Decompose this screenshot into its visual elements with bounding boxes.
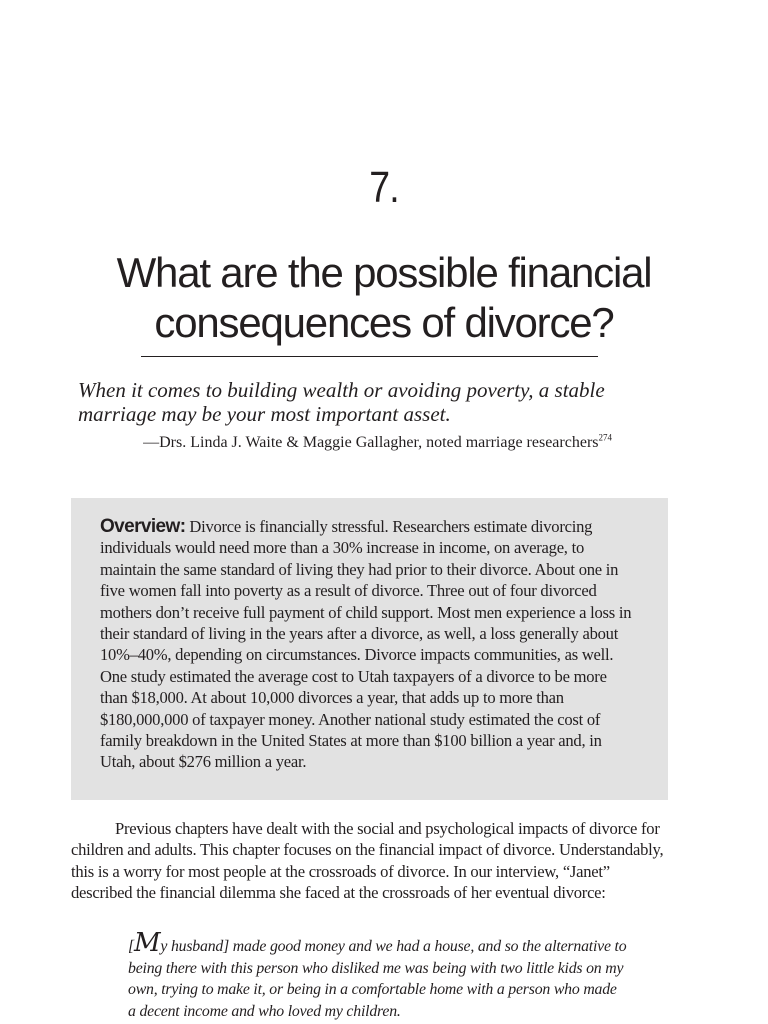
epigraph-quote: When it comes to building wealth or avoiding poverty, a stable marriage may be your most important asset.: [78, 378, 605, 426]
body-paragraph: Previous chapters have dealt with the social and psychological impacts of divorce for children and adults. This chapter focuses on the financial impact of divorce. Understandably, this is a worry for most people at the crossroads of divorce. In our interview, “Janet” described the financial dilemma she faced at the crossroads of her eventual divorce:: [71, 819, 664, 903]
overview-box: [71, 498, 668, 800]
blockquote-dropcap: M: [133, 928, 161, 958]
epigraph-attribution: [78, 432, 688, 453]
blockquote-text: y husband] made good money and we had a house, and so the alternative to being there with this person who disliked me was being with two little kids on my own, trying to make it, or being in a comfortable home with a person who made a decent income and who loved my children.: [128, 938, 627, 1020]
overview-paragraph: [100, 516, 638, 773]
chapter-number: 7.: [369, 163, 399, 212]
title-rule: [141, 356, 598, 357]
blockquote-open-bracket: [: [128, 938, 134, 955]
overview-label: Overview:: [100, 516, 186, 537]
epigraph-attribution-text: —Drs. Linda J. Waite & Maggie Gallagher, noted marriage researchers: [143, 434, 599, 451]
interview-blockquote: [128, 928, 628, 1022]
epigraph: [78, 378, 688, 453]
chapter-title: What are the possible financial consequences of divorce?: [116, 249, 652, 346]
overview-text: Divorce is financially stressful. Researchers estimate divorcing individuals would need more than a 30% increase in income, on average, to maintain the same standard of living they had prior to their divorce. About one in five women fall into poverty as a result of divorce. Three out of four divorced mothers don’t receive full payment of child support. Most men experience a loss in their standard of living in the years after a divorce, as well, a loss generally about 10%–40%, depending on circumstances. Divorce impacts communities, as well. One study estimated the average cost to Utah taxpayers of a divorce to be more than $18,000. At about 10,000 divorces a year, that adds up to more than $180,000,000 of taxpayer money. Another national study estimated the cost of family breakdown in the United States at more than $100 billion a year and, in Utah, about $276 million a year.: [100, 517, 632, 772]
footnote-reference[interactable]: 274: [598, 432, 612, 443]
